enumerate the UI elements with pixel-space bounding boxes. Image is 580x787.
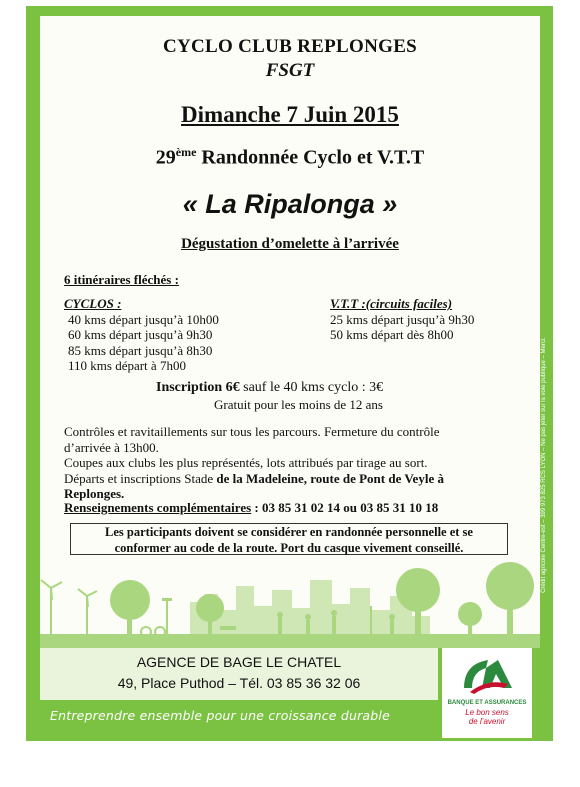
- city-landscape-illustration: [40, 560, 540, 648]
- person-2-head: [305, 614, 311, 620]
- vtt-route-50: 50 kms départ dès 8h00: [330, 327, 454, 342]
- info-line-4-start: Départs et inscriptions Stade: [64, 470, 217, 486]
- info-line-2: d’arrivée à 13h00.: [64, 439, 159, 455]
- registration-free: Gratuit pour les moins de 12 ans: [214, 397, 383, 412]
- club-name: CYCLO CLUB REPLONGES: [162, 36, 418, 57]
- routes-heading: 6 itinéraires fléchés :: [64, 272, 179, 287]
- vtt-route-25: 25 kms départ jusqu’à 9h30: [330, 311, 475, 327]
- cyclo-route-110: 110 kms départ à 7h00: [68, 358, 186, 373]
- person-3: [332, 616, 336, 636]
- cyclo-route-60: 60 kms départ jusqu’à 9h30: [68, 327, 213, 342]
- vtt-section: [330, 296, 474, 343]
- tree-5-trunk: [468, 620, 472, 636]
- notice-line-2: conformer au code de la route. Port du casque vivement conseillé.: [114, 540, 464, 555]
- person-2: [306, 620, 310, 636]
- logo-tagline-2: Le bon sens de l’avenir: [465, 708, 509, 726]
- registration-line: [156, 380, 383, 396]
- tree-1-trunk: [127, 610, 132, 636]
- info-line-4-place: de la Madeleine, route de Pont de Veyle à: [216, 470, 444, 486]
- person-1-head: [277, 612, 283, 618]
- person-4: [390, 620, 394, 636]
- info-line-5: Replonges.: [64, 486, 125, 501]
- turbine-1-blades: [41, 580, 62, 600]
- street-lamp-2: [370, 606, 372, 636]
- agency-address: 49, Place Puthod – Tél. 03 85 36 32 06: [117, 675, 361, 691]
- contact-phones: : 03 85 31 02 14 ou 03 85 31 10 18: [251, 500, 439, 515]
- cyclo-route-40: 40 kms départ jusqu’à 10h00: [68, 311, 219, 327]
- notice-line-1: Les participants doivent se considérer en randonnée personnelle et se: [105, 525, 473, 539]
- bench: [220, 626, 236, 630]
- sponsor-agency-box: [40, 648, 438, 700]
- cyclos-section: [64, 296, 219, 374]
- edition-number: 29: [155, 146, 176, 169]
- contact-line: [64, 500, 438, 516]
- tree-3-trunk: [415, 604, 421, 636]
- info-line-3: Coupes aux clubs les plus représentés, lots attribués par tirage au sort.: [64, 455, 428, 470]
- legal-side-text: Crédit agricole Centre-est – 399 973 825 RCS LYON – Ne pas jeter sur la voie publique – Merci.: [541, 337, 547, 593]
- registration-exception: sauf le 40 kms cyclo : 3€: [239, 380, 384, 395]
- info-line-1: Contrôles et ravitaillements sur tous les parcours. Fermeture du contrôle: [64, 424, 440, 439]
- street-lamp-1: [166, 600, 168, 636]
- tree-2-trunk: [208, 616, 212, 636]
- turbine-2-blades: [78, 589, 97, 607]
- event-type: [40, 145, 540, 170]
- person-3-head: [331, 610, 337, 616]
- event-name: « La Ripalonga »: [182, 189, 398, 219]
- credit-agricole-logo: [442, 648, 532, 738]
- logo-tagline-1: BANQUE ET ASSURANCES: [447, 700, 527, 706]
- tasting-note: Dégustation d’omelette à l’arrivée: [181, 236, 399, 252]
- edition-suffix: ème: [175, 145, 197, 159]
- logo-mark-icon: [442, 648, 532, 700]
- vtt-heading: V.T.T :(circuits faciles): [330, 296, 453, 311]
- cyclos-heading: CYCLOS :: [64, 296, 122, 311]
- event-date: Dimanche 7 Juin 2015: [181, 102, 399, 127]
- ground-strip: [40, 634, 540, 648]
- tree-4-trunk: [507, 600, 513, 636]
- contact-label: Renseignements complémentaires: [64, 500, 252, 515]
- lamp-1-head: [162, 598, 172, 601]
- cyclo-route-85: 85 kms départ jusqu’à 8h30: [68, 342, 213, 358]
- agency-name: AGENCE DE BAGE LE CHATEL: [136, 654, 342, 670]
- safety-notice: [70, 523, 508, 555]
- person-4-head: [389, 614, 395, 620]
- federation-name: FSGT: [265, 60, 315, 81]
- registration-price: Inscription 6€: [156, 380, 240, 395]
- info-block: [64, 424, 444, 502]
- info-line-4: [64, 471, 444, 487]
- person-1: [278, 618, 282, 636]
- event-type-label: Randonnée Cyclo et V.T.T: [201, 146, 425, 169]
- sponsor-slogan: Entreprendre ensemble pour une croissance durable: [50, 708, 390, 723]
